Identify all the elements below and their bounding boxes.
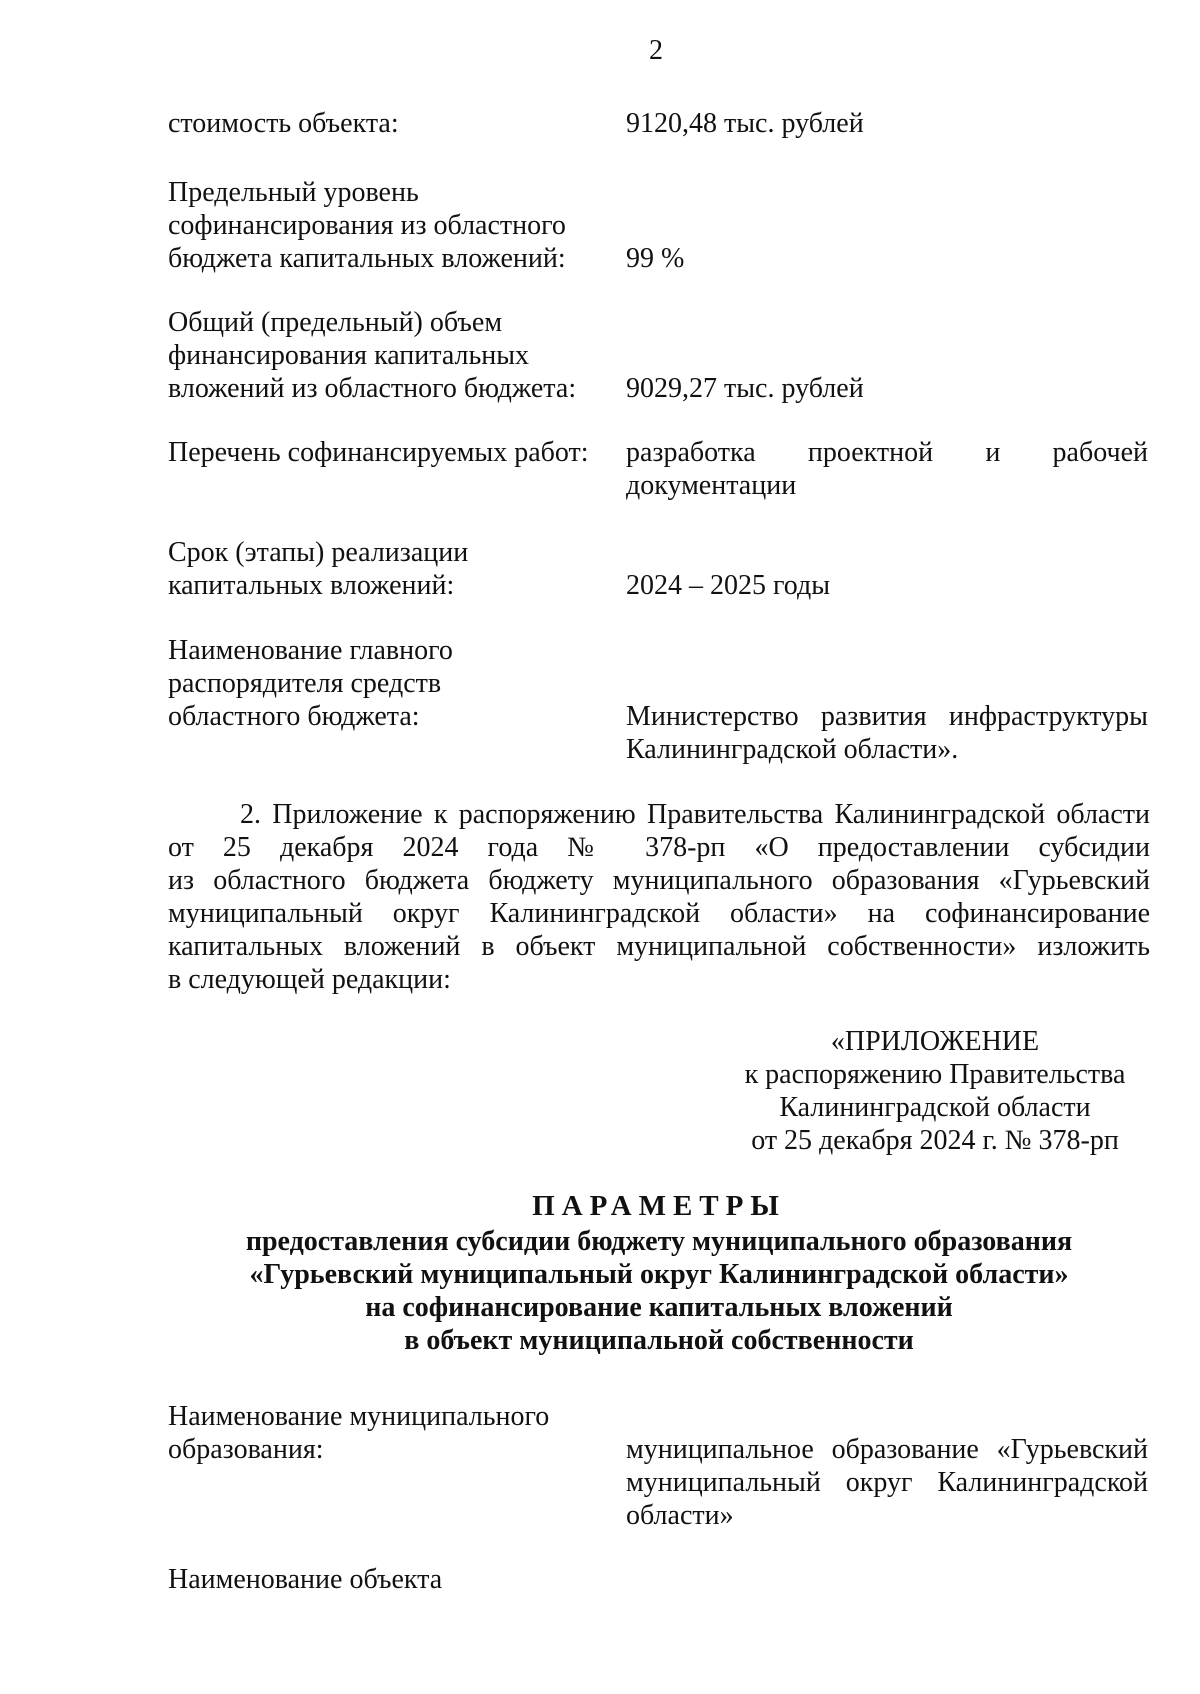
- value-line: документации: [626, 470, 797, 501]
- value-line: Министерство развития инфраструктуры: [626, 701, 1148, 732]
- label-line: образования:: [168, 1434, 324, 1465]
- field-label: [168, 536, 608, 602]
- field-value: [626, 372, 1148, 405]
- field-value: [626, 436, 1148, 502]
- label-line: софинансирования из областного: [168, 210, 566, 241]
- value-line: области»: [626, 1500, 734, 1531]
- label-line: стоимость объекта:: [168, 108, 399, 139]
- label-line: Перечень софинансируемых работ:: [168, 437, 589, 468]
- field-value: [626, 700, 1148, 766]
- paragraph-line: 2. Приложение к распоряжению Правительства Калининградской области: [240, 799, 1150, 830]
- label-line: Срок (этапы) реализации: [168, 537, 469, 568]
- label-line: распорядителя средств: [168, 668, 442, 699]
- amendment-paragraph: [168, 798, 1150, 996]
- value-line: муниципальное образование «Гурьевский: [626, 1434, 1148, 1465]
- label-line: Общий (предельный) объем: [168, 307, 503, 338]
- heading-line: в объект муниципальной собственности: [404, 1325, 914, 1356]
- field-value: [626, 242, 1148, 275]
- value-line: 9029,27 тыс. рублей: [626, 373, 864, 404]
- paragraph-line: муниципальный округ Калининградской области» на софинансирование: [168, 898, 1150, 929]
- field-label: [168, 1400, 608, 1466]
- field-value: [626, 1433, 1148, 1532]
- label-line: бюджета капитальных вложений:: [168, 243, 566, 274]
- parameters-heading: [168, 1190, 1150, 1357]
- label-line: финансирования капитальных: [168, 340, 530, 371]
- label-line: Предельный уровень: [168, 177, 419, 208]
- field-label: [168, 436, 608, 469]
- paragraph-line: из областного бюджета бюджету муниципального образования «Гурьевский: [168, 865, 1150, 896]
- value-line: 2024 – 2025 годы: [626, 570, 831, 601]
- heading-line: «Гурьевский муниципальный округ Калининградской области»: [249, 1259, 1069, 1290]
- field-value: [626, 569, 1148, 602]
- heading-line: на софинансирование капитальных вложений: [365, 1292, 953, 1323]
- page-number: 2: [649, 35, 663, 66]
- value-line: разработка проектной и рабочей: [626, 437, 1148, 468]
- appendix-line: от 25 декабря 2024 г. № 378-рп: [751, 1125, 1119, 1156]
- field-label: [168, 306, 608, 405]
- appendix-line: к распоряжению Правительства: [744, 1059, 1126, 1090]
- field-label: [168, 107, 608, 140]
- value-line: 9120,48 тыс. рублей: [626, 108, 864, 139]
- appendix-line: Калининградской области: [779, 1092, 1091, 1123]
- paragraph-line: в следующей редакции:: [168, 964, 451, 995]
- label-line: капитальных вложений:: [168, 570, 455, 601]
- label-line: Наименование муниципального: [168, 1401, 550, 1432]
- paragraph-line: капитальных вложений в объект муниципальной собственности» изложить: [168, 931, 1150, 962]
- field-label: [168, 634, 608, 733]
- appendix-header: [720, 1025, 1150, 1157]
- appendix-line: «ПРИЛОЖЕНИЕ: [830, 1026, 1040, 1057]
- label-line: областного бюджета:: [168, 701, 420, 732]
- value-line: Калининградской области».: [626, 734, 959, 765]
- heading-line: предоставления субсидии бюджету муниципального образования: [245, 1226, 1073, 1257]
- paragraph-line: от 25 декабря 2024 года № 378-рп «О предоставлении субсидии: [168, 832, 1150, 863]
- label-line: Наименование объекта: [168, 1564, 443, 1595]
- field-label: [168, 1563, 608, 1596]
- value-line: муниципальный округ Калининградской: [626, 1467, 1148, 1498]
- label-line: вложений из областного бюджета:: [168, 373, 577, 404]
- field-label: [168, 176, 608, 275]
- label-line: Наименование главного: [168, 635, 453, 666]
- heading-title: ПАРАМЕТРЫ: [532, 1190, 786, 1222]
- field-value: [626, 107, 1148, 140]
- value-line: 99 %: [626, 243, 685, 274]
